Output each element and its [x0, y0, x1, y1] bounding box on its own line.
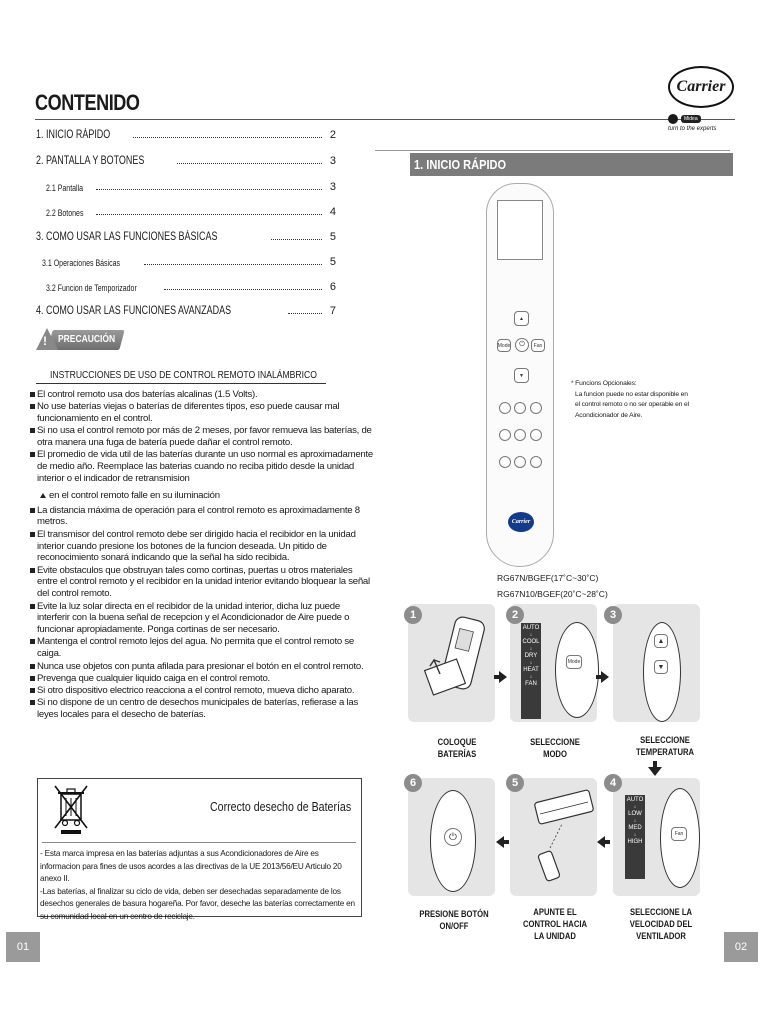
toc-entry[interactable] — [36, 305, 336, 317]
toc-label: 1. INICIO RÁPIDO — [36, 129, 111, 141]
step-number: 3 — [604, 606, 622, 624]
list-item: Si no usa el control remoto por más de 2 meses, por favor remueva las baterías, de otra manera una fuga de batería puede dañar el control remoto. — [30, 425, 375, 449]
caution-label: PRECAUCIÓN — [58, 334, 116, 345]
toc-leader — [133, 137, 322, 138]
remote-button-illus — [499, 429, 511, 441]
temp-down-button: ▼ — [514, 368, 529, 383]
toc-entry[interactable] — [46, 181, 336, 193]
step-number: 4 — [604, 774, 622, 792]
toc-entry[interactable] — [46, 281, 336, 293]
toc-label: 3.2 Funcion de Temporizador — [46, 283, 137, 293]
toc-leader — [144, 264, 322, 265]
step-label: PRESIONE BOTÓN ON/OFF — [419, 909, 489, 931]
remote-closeup — [555, 622, 599, 718]
toc-page: 3 — [329, 155, 336, 167]
model-line: RG67N10/BGEF(20˚C~28˚C) — [497, 589, 608, 599]
list-item: Nunca use objetos con punta afilada para presionar el botón en el control remoto. — [30, 661, 375, 673]
arrow-right-icon — [601, 671, 609, 683]
toc-page: 4 — [329, 206, 336, 218]
list-item: No use baterías viejas o baterías de diferentes tipos, eso puede causar mal funcionamiento en el control. — [30, 401, 375, 425]
power-button-closeup: ⏻ — [444, 828, 462, 846]
indicator-triangle-icon — [40, 493, 46, 498]
toc-entry[interactable] — [36, 155, 336, 167]
temp-up-closeup: ▲ — [654, 634, 668, 648]
list-item: Mantenga el control remoto lejos del agua. No permita que el control remoto se caiga. — [30, 636, 375, 660]
page-title: CONTENIDO — [35, 90, 140, 115]
step-label: SELECCIONE LA VELOCIDAD DEL VENTILADOR — [629, 907, 693, 941]
instructions-title: INSTRUCCIONES DE USO DE CONTROL REMOTO INALÁMBRICO — [50, 369, 317, 381]
fan-button-closeup: Fan — [671, 827, 687, 841]
fan-speed-list: AUTO ↓ LOW ↓ MED ↓ HIGH — [625, 795, 645, 879]
partner-dot-icon — [668, 114, 678, 124]
toc-leader — [96, 214, 322, 215]
list-item: Evite la luz solar directa en el recibidor de la unidad interior, dicha luz puede interferir con la buena señal de recepcion y el Acondicionador de Aire puede o funcionar apropiadamente. Ponga cortinas de ser necesario. — [30, 601, 375, 636]
list-item: Si no dispone de un centro de desechos municipales de baterías, refierase a las leyes locales para el desecho de baterías. — [30, 697, 375, 721]
list-item: Prevenga que cualquier liquido caiga en el control remoto. — [30, 673, 375, 685]
toc-leader — [288, 313, 322, 314]
note-body: La funcion puede no estar disponible en el control remoto o no ser operable en el Acondicionador de Aire. — [575, 390, 689, 419]
temp-down-closeup: ▼ — [654, 660, 668, 674]
toc-label: 3. COMO USAR LAS FUNCIONES BÁSICAS — [36, 231, 218, 243]
remote-display — [497, 200, 543, 260]
carrier-logo — [668, 66, 734, 108]
toc-entry[interactable] — [46, 206, 336, 218]
remote-button-illus — [530, 402, 542, 414]
page-number-right: 02 — [724, 932, 758, 962]
toc-label: 2.2 Botones — [46, 208, 84, 218]
disposal-paragraph: - Esta marca impresa en las baterías adjuntas a sus Acondicionadores de Aire es informacion para fines de usos acordes a las directivas de la UE 2013/56/EU Articulo 20 anexo II. — [40, 849, 342, 884]
section-divider — [375, 150, 730, 151]
model-list — [497, 570, 608, 602]
fan-button-illus: Fan — [531, 339, 545, 352]
list-item-tail: en el control remoto falle en su iluminación — [49, 489, 220, 501]
arrow-right-icon — [499, 671, 507, 683]
toc-page: 5 — [329, 231, 336, 243]
list-item — [30, 449, 375, 501]
battery-insert-illustration — [420, 612, 486, 712]
warning-triangle-icon — [36, 328, 58, 350]
step-number: 6 — [404, 774, 422, 792]
toc-label: 4. COMO USAR LAS FUNCIONES AVANZADAS — [36, 305, 232, 317]
page-number-left: 01 — [6, 932, 40, 962]
partner-badge: Midea — [681, 115, 701, 123]
step-card-1 — [408, 604, 495, 722]
remote-button-illus — [514, 429, 526, 441]
toc-page: 3 — [329, 181, 336, 193]
partner-logo — [668, 114, 738, 132]
disposal-paragraph: -Las baterías, al finalizar su ciclo de vida, deben ser desechadas separadamente de los desechos generales de basura hogareña. Por favor, deseche las baterías correctamente en su comunidad local en un centro de reciclaje. — [40, 886, 355, 921]
toc-page: 7 — [329, 305, 336, 317]
crossed-bin-icon — [52, 784, 90, 836]
disposal-text — [40, 848, 358, 924]
model-line: RG67N/BGEF(17˚C~30˚C) — [497, 573, 599, 583]
section-title: 1. INICIO RÁPIDO — [414, 157, 507, 172]
step-number: 2 — [506, 606, 524, 624]
remote-button-illus — [530, 429, 542, 441]
caution-banner: ! PRECAUCIÓN — [36, 326, 116, 354]
indoor-unit-illustration — [522, 788, 594, 884]
title-divider — [35, 119, 735, 120]
arrow-down-icon — [648, 767, 662, 776]
section-header — [410, 153, 733, 176]
list-item: El control remoto usa dos baterías alcalinas (1.5 Volts). — [30, 389, 375, 401]
mode-list: AUTO ↓ COOL ↓ DRY ↓ HEAT ↓ FAN — [521, 623, 541, 719]
toc-leader — [164, 289, 322, 290]
note-heading: * Funcions Opcionales: — [571, 380, 637, 387]
disposal-title: Correcto desecho de Baterías — [210, 800, 352, 814]
remote-button-illus — [514, 402, 526, 414]
list-item: El transmisor del control remoto debe ser dirigido hacia el recibidor en la unidad interior cuando presione los botones de la funcion deseada. Un pitido de reconocimiento sonará indicando que la señal ha sido recibida. — [30, 529, 375, 564]
list-item: La distancia máxima de operación para el control remoto es aproximadamente 8 metros. — [30, 505, 375, 529]
toc-entry[interactable] — [42, 256, 336, 268]
instructions-list — [30, 389, 375, 722]
remote-brand-logo: Carrier — [508, 512, 534, 532]
arrow-left-icon — [597, 836, 605, 848]
list-item: Evite obstaculos que obstruyan tales como cortinas, puertas u otros materiales entre el control remoto y el recibidor en la unidad interior evitando bloquear la señal del control remoto. — [30, 565, 375, 600]
toc-label: 2. PANTALLA Y BOTONES — [36, 155, 145, 167]
remote-button-illus — [499, 456, 511, 468]
toc-label: 3.1 Operaciones Básicas — [42, 258, 121, 268]
step-label: SELECCIONE MODO — [530, 737, 580, 759]
step-label: SELECCIONE TEMPERATURA — [635, 735, 695, 757]
remote-button-illus — [530, 456, 542, 468]
step-label: APUNTE EL CONTROL HACIA LA UNIDAD — [522, 907, 588, 941]
optional-functions-note — [571, 379, 691, 421]
toc-page: 6 — [329, 281, 336, 293]
remote-button-illus — [499, 402, 511, 414]
partner-tagline: turn to the experts — [668, 126, 717, 132]
logo-text: Carrier — [676, 78, 726, 95]
disposal-divider — [42, 842, 356, 843]
list-item: Si otro dispositivo electrico reacciona a el control remoto, mueva dicho aparato. — [30, 685, 375, 697]
mode-button-closeup: Mode — [566, 655, 582, 669]
step-number: 5 — [506, 774, 524, 792]
toc-entry[interactable] — [36, 231, 336, 243]
instructions-divider — [36, 383, 326, 384]
step-label: COLOQUE BATERÍAS — [437, 737, 477, 759]
toc-page: 5 — [329, 256, 336, 268]
temp-up-button: ▲ — [514, 311, 529, 326]
toc-leader — [177, 163, 322, 164]
toc-leader — [96, 189, 322, 190]
toc-entry[interactable] — [36, 129, 336, 141]
remote-button-illus — [514, 456, 526, 468]
toc-page: 2 — [329, 129, 336, 141]
list-item-text: El promedio de vida util de las baterías durante un uso normal es aproximadamente de medio año. Reemplace las baterias cuando no reciba pitido desde la unidad interior o el indicador de retransmision — [37, 449, 373, 485]
mode-button-illus: Mode — [497, 339, 511, 352]
power-button: ⏻ — [515, 338, 529, 352]
arrow-left-icon — [496, 836, 504, 848]
toc-label: 2.1 Pantalla — [46, 183, 84, 193]
step-number: 1 — [404, 606, 422, 624]
toc-leader — [271, 239, 322, 240]
